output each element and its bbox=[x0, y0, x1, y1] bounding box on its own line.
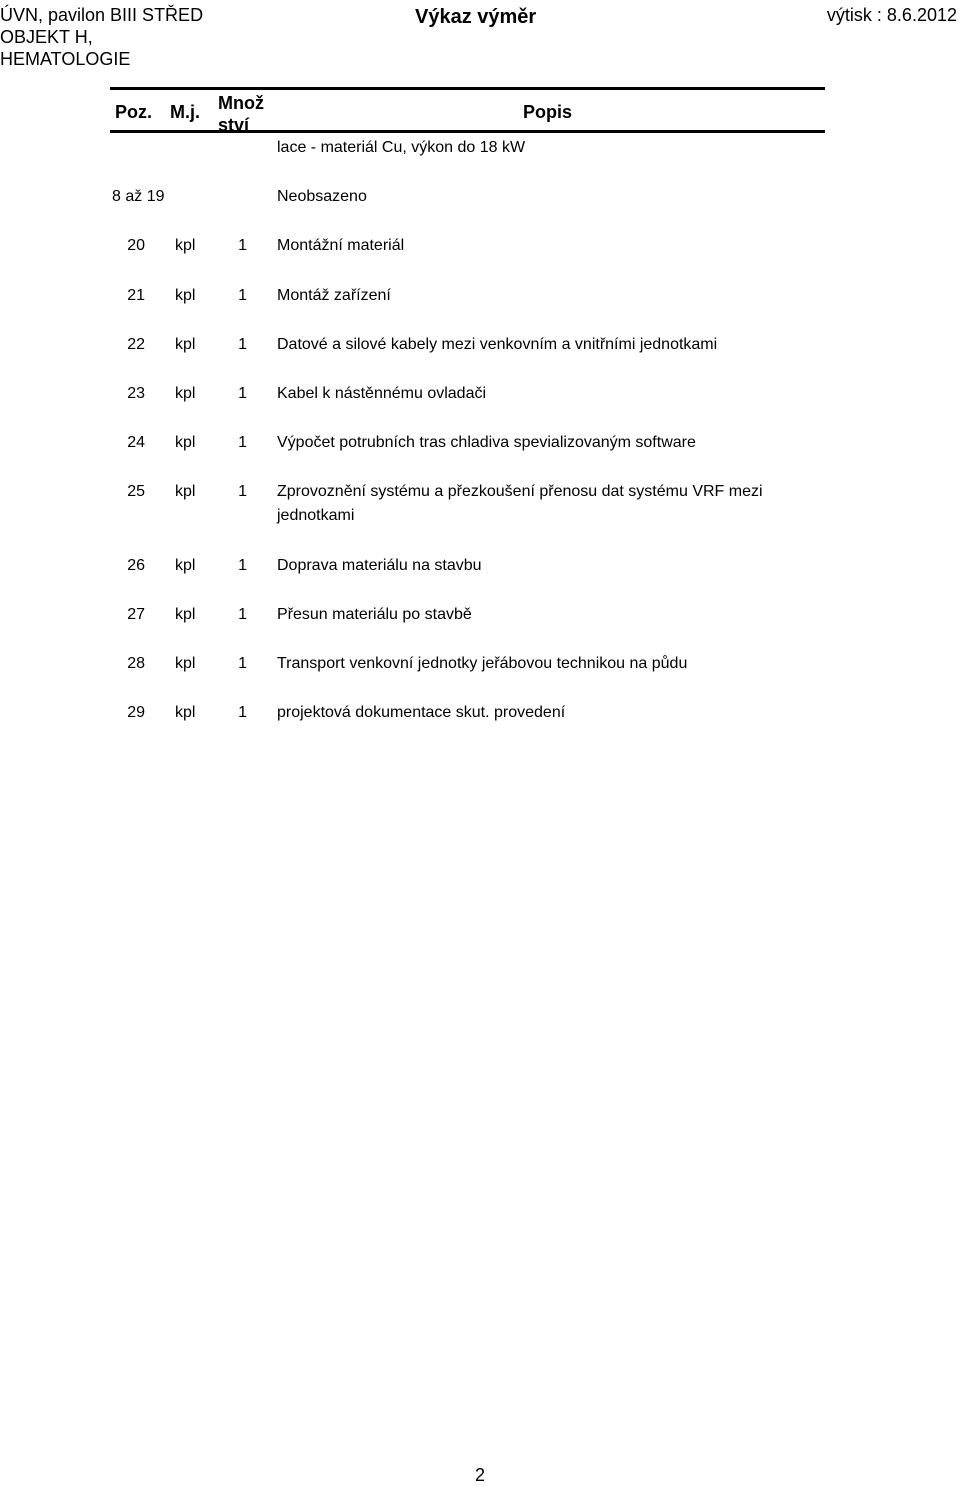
row-mj: kpl bbox=[175, 336, 196, 353]
row-qty: 1 bbox=[238, 287, 247, 304]
row-mj: kpl bbox=[175, 434, 196, 451]
column-popis: Popis bbox=[523, 102, 573, 122]
row-mj: kpl bbox=[175, 385, 196, 402]
row-qty: 1 bbox=[238, 483, 247, 500]
row-poz: 21 bbox=[127, 287, 145, 304]
column-poz: Poz. bbox=[115, 102, 153, 122]
row-poz: 22 bbox=[127, 336, 145, 353]
row-desc: Přesun materiálu po stavbě bbox=[277, 606, 472, 623]
location-line: OBJEKT H, bbox=[0, 27, 93, 47]
column-header bbox=[110, 87, 825, 133]
row-poz: 26 bbox=[127, 557, 145, 574]
column-mnozstvi-line2: ství bbox=[218, 115, 250, 135]
row-mj: kpl bbox=[175, 237, 196, 254]
row-qty: 1 bbox=[238, 434, 247, 451]
row-poz: 8 až 19 bbox=[112, 188, 165, 205]
row-poz: 25 bbox=[127, 483, 145, 500]
row-poz: 20 bbox=[127, 237, 145, 254]
row-desc: Montážní materiál bbox=[277, 237, 405, 254]
column-mnozstvi-line1: Množ bbox=[218, 93, 264, 113]
row-mj: kpl bbox=[175, 483, 196, 500]
row-mj: kpl bbox=[175, 287, 196, 304]
row-desc: Neobsazeno bbox=[277, 188, 367, 205]
row-poz: 24 bbox=[127, 434, 145, 451]
row-desc: Datové a silové kabely mezi venkovním a vnitřními jednotkami bbox=[277, 336, 718, 353]
row-qty: 1 bbox=[238, 655, 247, 672]
row-mj: kpl bbox=[175, 557, 196, 574]
row-qty: 1 bbox=[238, 385, 247, 402]
document-title: Výkaz výměr bbox=[415, 6, 537, 28]
row-qty: 1 bbox=[238, 606, 247, 623]
row-poz: 29 bbox=[127, 704, 145, 721]
row-desc: Montáž zařízení bbox=[277, 287, 391, 304]
row-mj: kpl bbox=[175, 704, 196, 721]
location-line: ÚVN, pavilon BIII STŘED bbox=[0, 5, 204, 25]
row-desc: Zprovoznění systému a přezkoušení přenosu dat systému VRF mezi jednotkami bbox=[277, 483, 763, 524]
row-desc: Kabel k nástěnnému ovladači bbox=[277, 385, 487, 402]
row-desc: Doprava materiálu na stavbu bbox=[277, 557, 482, 574]
row-poz: 28 bbox=[127, 655, 145, 672]
print-date: výtisk : 8.6.2012 bbox=[826, 5, 957, 25]
row-desc: Výpočet potrubních tras chladiva spevializovaným software bbox=[277, 434, 696, 451]
row-desc: projektová dokumentace skut. provedení bbox=[277, 704, 566, 721]
row-poz: 27 bbox=[127, 606, 145, 623]
row-mj: kpl bbox=[175, 655, 196, 672]
location-line: HEMATOLOGIE bbox=[0, 49, 131, 69]
continuation-text: lace - materiál Cu, výkon do 18 kW bbox=[277, 139, 526, 156]
page-number: 2 bbox=[474, 1465, 485, 1485]
column-mj: M.j. bbox=[170, 102, 200, 122]
row-qty: 1 bbox=[238, 704, 247, 721]
row-qty: 1 bbox=[238, 237, 247, 254]
row-qty: 1 bbox=[238, 336, 247, 353]
column-mnozstvi bbox=[218, 92, 264, 136]
row-mj: kpl bbox=[175, 606, 196, 623]
row-qty: 1 bbox=[238, 557, 247, 574]
row-desc: Transport venkovní jednotky jeřábovou technikou na půdu bbox=[277, 655, 688, 672]
row-poz: 23 bbox=[127, 385, 145, 402]
project-location bbox=[0, 4, 203, 70]
